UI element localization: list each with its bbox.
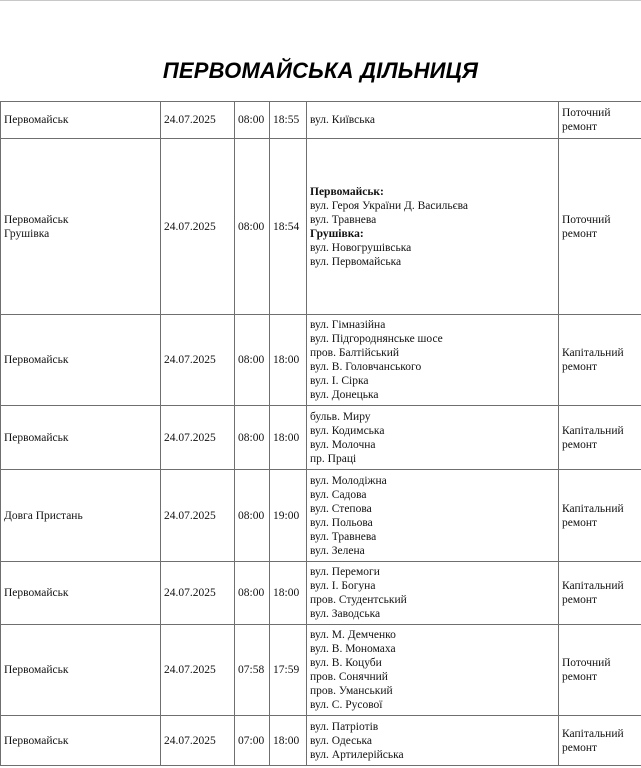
street-address: вул. Травнева [310, 530, 377, 543]
end-time-cell: 17:59 [270, 625, 307, 716]
table-row [1, 102, 641, 139]
start-time-cell: 08:00 [235, 315, 270, 406]
locality-name: Довга Пристань [4, 509, 83, 522]
address-list-cell [307, 406, 559, 470]
street-address: вул. Одеська [310, 734, 373, 747]
locality-name: Первомайськ [4, 587, 69, 599]
table-row [1, 562, 641, 625]
table-row [1, 315, 641, 406]
work-type-text: ремонт [562, 516, 598, 529]
work-type-cell [559, 716, 641, 766]
street-address: вул. В. Мономаха [310, 643, 396, 655]
locality-name: Грушівка [4, 227, 50, 240]
work-type-text: Капітальний [562, 502, 624, 515]
work-type-cell [559, 315, 641, 406]
top-divider [0, 0, 641, 1]
start-time-cell: 08:00 [235, 562, 270, 625]
end-time-cell: 18:00 [270, 562, 307, 625]
street-address: вул. Київська [310, 114, 376, 126]
street-address: вул. Первомайська [310, 255, 402, 268]
end-time-cell: 19:00 [270, 470, 307, 562]
date-cell: 24.07.2025 [161, 562, 235, 625]
locality-subheading: Первомайськ: [310, 185, 384, 198]
work-type-text: ремонт [562, 438, 598, 451]
date-cell: 24.07.2025 [161, 139, 235, 315]
address-list-cell [307, 139, 559, 315]
work-type-cell [559, 102, 641, 139]
start-time-cell: 07:58 [235, 625, 270, 716]
work-type-cell [559, 625, 641, 716]
locality-cell [1, 315, 161, 406]
work-type-text: Капітальний [562, 580, 624, 592]
work-type-cell [559, 470, 641, 562]
date-cell: 24.07.2025 [161, 625, 235, 716]
date-cell: 24.07.2025 [161, 315, 235, 406]
address-list-cell [307, 562, 559, 625]
street-address: вул. М. Демченко [310, 629, 396, 641]
street-address: вул. Гімназійна [310, 319, 386, 331]
locality-cell [1, 625, 161, 716]
locality-cell [1, 562, 161, 625]
work-type-text: Капітальний [562, 424, 624, 437]
street-address: вул. Садова [310, 488, 367, 501]
street-address: пр. Праці [310, 452, 357, 465]
locality-name: Первомайськ [4, 213, 69, 226]
work-type-text: Поточний [562, 107, 611, 119]
date-cell: 24.07.2025 [161, 716, 235, 766]
start-time-cell: 08:00 [235, 139, 270, 315]
end-time-cell: 18:00 [270, 406, 307, 470]
street-address: вул. Молодіжна [310, 474, 387, 487]
work-type-cell [559, 139, 641, 315]
locality-cell [1, 102, 161, 139]
table-row [1, 406, 641, 470]
locality-name: Первомайськ [4, 734, 69, 747]
street-address: вул. Заводська [310, 608, 381, 620]
street-address: вул. Героя України Д. Васильєва [310, 199, 468, 212]
table-row [1, 625, 641, 716]
work-type-cell [559, 562, 641, 625]
table-row [1, 716, 641, 766]
street-address: вул. Донецька [310, 389, 379, 401]
end-time-cell: 18:00 [270, 716, 307, 766]
street-address: вул. В. Головчанського [310, 361, 422, 373]
locality-name: Первомайськ [4, 114, 69, 126]
page-title: ПЕРВОМАЙСЬКА ДІЛЬНИЦЯ [162, 58, 479, 83]
street-address: вул. Зелена [310, 544, 365, 557]
outage-schedule-table [0, 101, 641, 766]
locality-cell [1, 716, 161, 766]
work-type-text: Поточний [562, 657, 611, 669]
date-cell: 24.07.2025 [161, 470, 235, 562]
work-type-text: Капітальний [562, 347, 624, 359]
locality-cell [1, 139, 161, 315]
address-list-cell [307, 315, 559, 406]
schedule-body [1, 102, 641, 766]
address-list-cell [307, 102, 559, 139]
end-time-cell: 18:54 [270, 139, 307, 315]
start-time-cell: 07:00 [235, 716, 270, 766]
end-time-cell: 18:55 [270, 102, 307, 139]
street-address: вул. Новогрушівська [310, 241, 412, 254]
locality-name: Первомайськ [4, 354, 69, 366]
street-address: вул. І. Богуна [310, 580, 376, 592]
street-address: пров. Сонячний [310, 671, 388, 683]
work-type-text: ремонт [562, 227, 598, 240]
table-row [1, 139, 641, 315]
locality-cell [1, 406, 161, 470]
address-list-cell [307, 470, 559, 562]
work-type-text: ремонт [562, 121, 598, 133]
start-time-cell: 08:00 [235, 470, 270, 562]
locality-name: Первомайськ [4, 431, 69, 444]
work-type-text: ремонт [562, 671, 598, 683]
work-type-text: Капітальний [562, 727, 624, 740]
street-address: вул. Артилерійська [310, 748, 404, 761]
street-address: бульв. Миру [310, 410, 371, 423]
work-type-text: ремонт [562, 594, 598, 606]
street-address: пров. Балтійський [310, 347, 400, 359]
date-cell: 24.07.2025 [161, 102, 235, 139]
address-list-cell [307, 716, 559, 766]
locality-cell [1, 470, 161, 562]
locality-name: Первомайськ [4, 664, 69, 676]
table-row [1, 470, 641, 562]
street-address: вул. Патріотів [310, 720, 379, 733]
street-address: вул. Молочна [310, 438, 376, 451]
street-address: вул. Перемоги [310, 566, 380, 578]
start-time-cell: 08:00 [235, 102, 270, 139]
street-address: вул. Степова [310, 502, 372, 515]
street-address: пров. Уманський [310, 685, 393, 697]
work-type-text: ремонт [562, 741, 598, 754]
work-type-cell [559, 406, 641, 470]
street-address: вул. Кодимська [310, 424, 385, 437]
street-address: вул. С. Русової [310, 699, 383, 711]
work-type-text: Поточний [562, 213, 611, 226]
date-cell: 24.07.2025 [161, 406, 235, 470]
end-time-cell: 18:00 [270, 315, 307, 406]
street-address: вул. Польова [310, 516, 373, 529]
street-address: вул. В. Коцуби [310, 657, 382, 669]
street-address: пров. Студентський [310, 594, 407, 606]
street-address: вул. І. Сірка [310, 375, 369, 387]
locality-subheading: Грушівка: [310, 227, 364, 240]
start-time-cell: 08:00 [235, 406, 270, 470]
street-address: вул. Підгороднянське шосе [310, 333, 443, 345]
address-list-cell [307, 625, 559, 716]
street-address: вул. Травнева [310, 213, 377, 226]
work-type-text: ремонт [562, 361, 598, 373]
